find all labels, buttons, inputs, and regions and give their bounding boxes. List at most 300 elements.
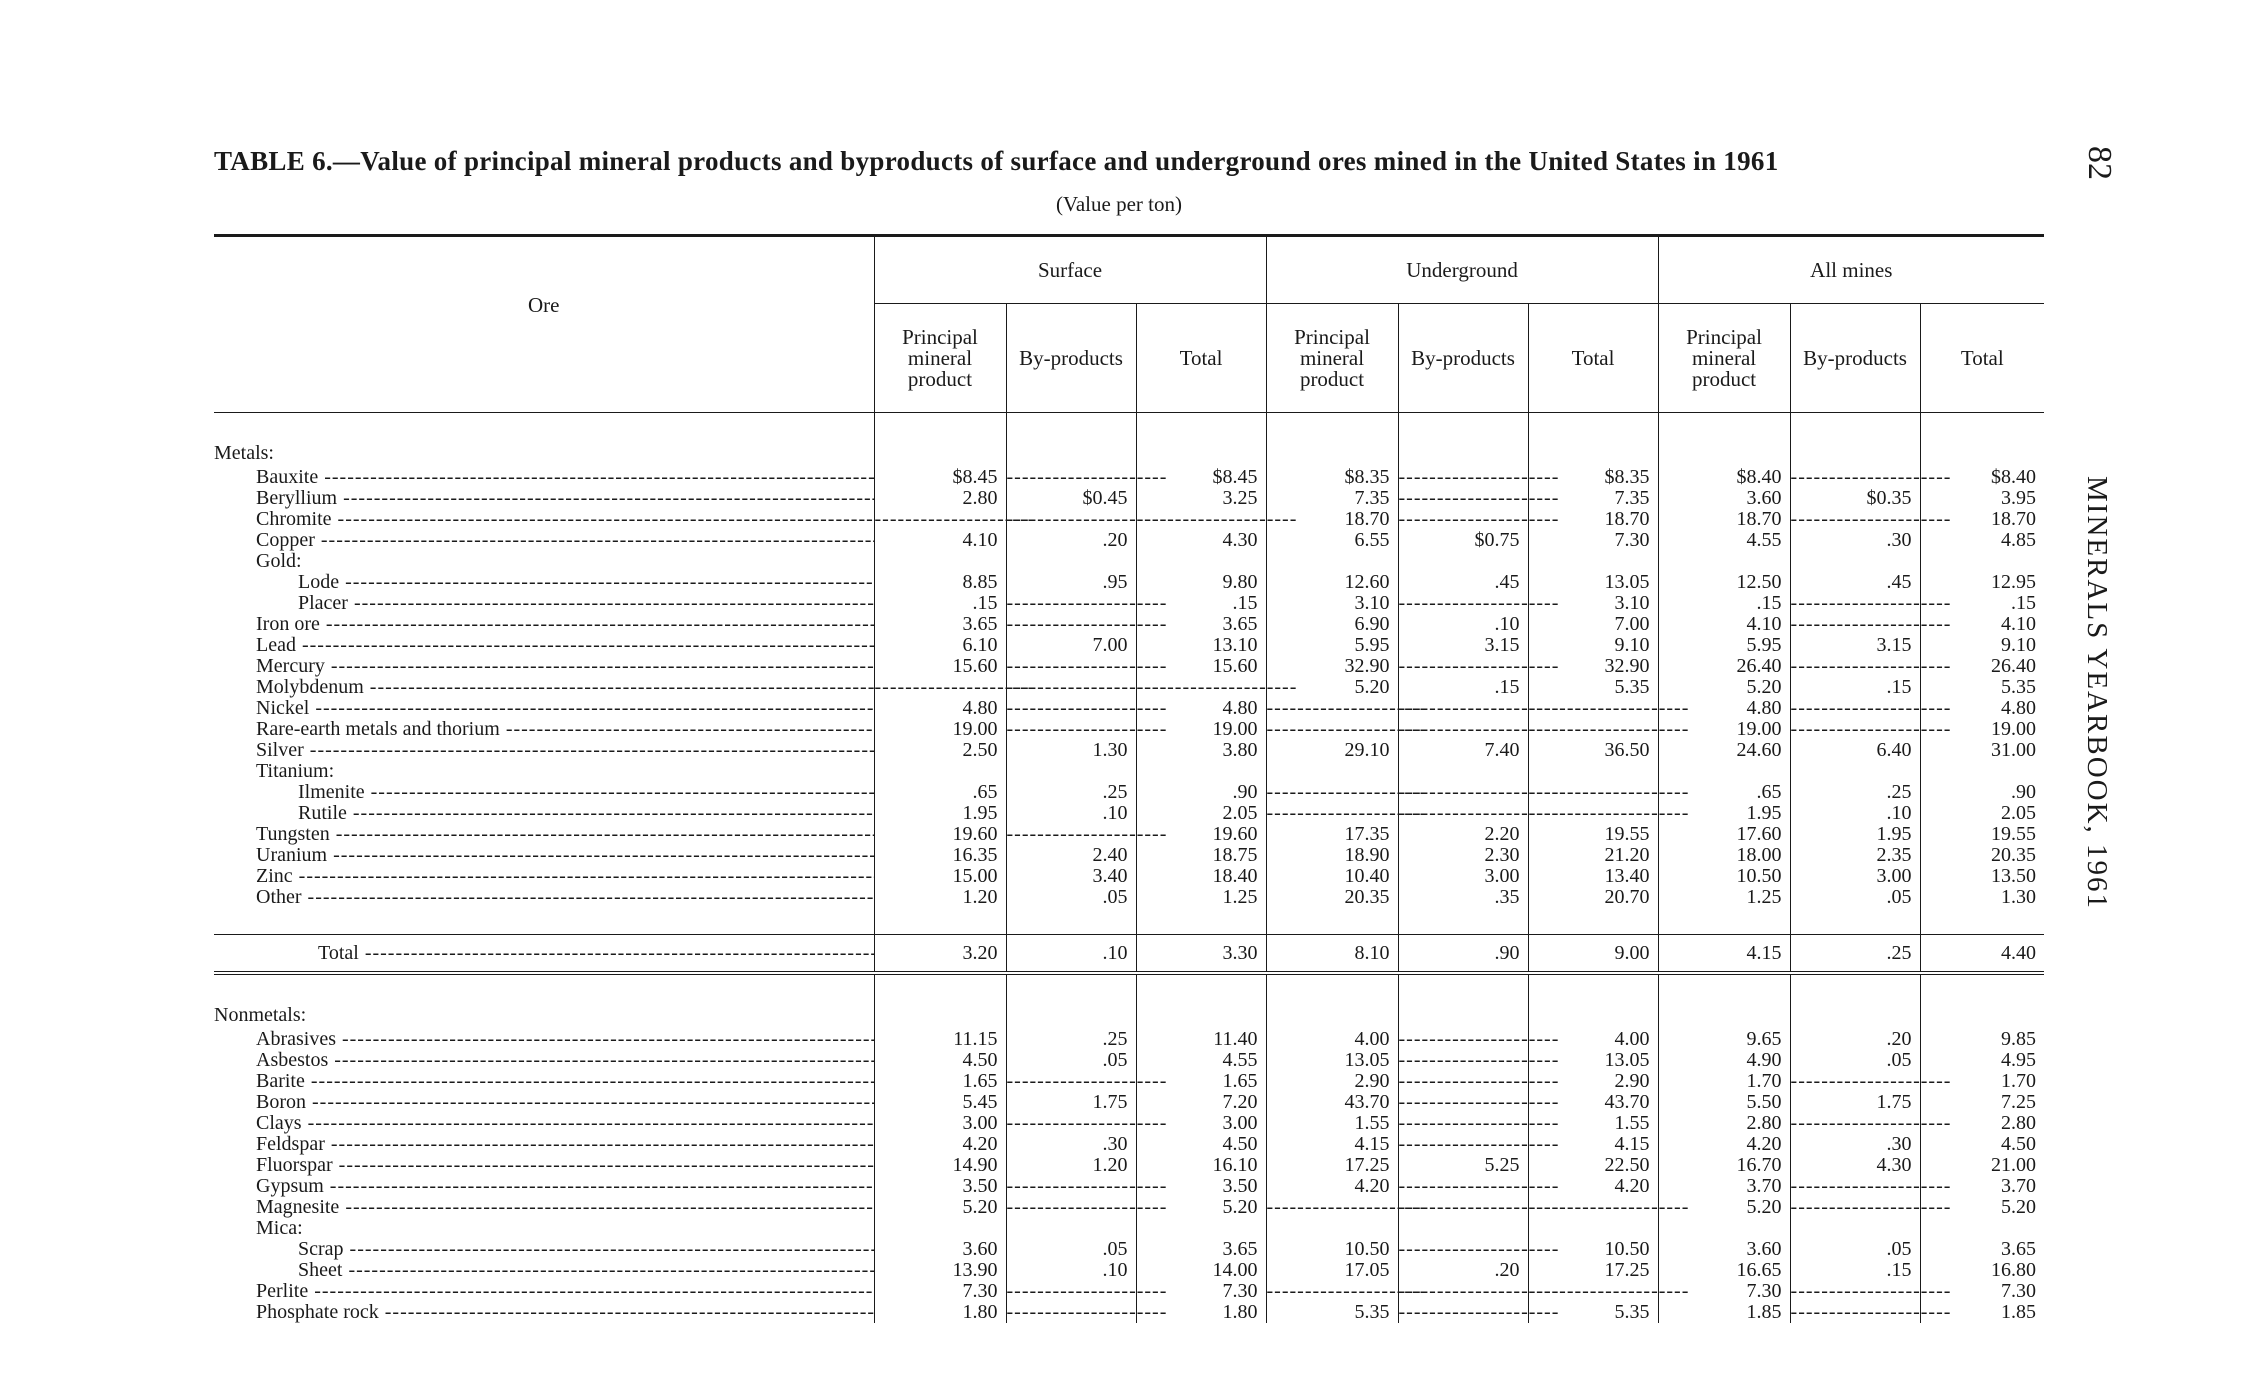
- value-cell: 32.90: [1528, 656, 1658, 677]
- row-label: Uranium -----: [256, 845, 874, 866]
- value-cell: 1.75: [1006, 1092, 1136, 1113]
- value-cell: 1.30: [1006, 740, 1136, 761]
- row-label: Rare-earth metals and thorium -----: [256, 719, 874, 740]
- value-cell: [1136, 1218, 1266, 1239]
- table-row: [214, 1302, 2044, 1323]
- value-cell: 2.80: [1658, 1113, 1790, 1134]
- value-cell: 5.50: [1658, 1092, 1790, 1113]
- value-cell: 10.40: [1266, 866, 1398, 887]
- value-cell: 3.60: [1658, 1239, 1790, 1260]
- value-cell: 7.30: [874, 1281, 1006, 1302]
- value-cell: 4.80: [1920, 698, 2044, 719]
- value-cell: .15: [1136, 593, 1266, 614]
- value-cell: 2.90: [1266, 1071, 1398, 1092]
- table-row: [214, 1029, 2044, 1050]
- value-cell: 1.25: [1658, 887, 1790, 908]
- value-cell: 5.20: [1266, 677, 1398, 698]
- all-mines-group-header: All mines: [1658, 236, 2044, 304]
- value-cell: 3.65: [1136, 1239, 1266, 1260]
- value-cell: [874, 551, 1006, 572]
- value-cell: 2.40: [1006, 845, 1136, 866]
- value-cell: 3.25: [1136, 488, 1266, 509]
- value-cell: [1266, 782, 1398, 803]
- value-cell: 17.35: [1266, 824, 1398, 845]
- value-cell: 10.50: [1266, 1239, 1398, 1260]
- value-cell: [1136, 551, 1266, 572]
- value-cell: 3.10: [1528, 593, 1658, 614]
- value-cell: [1658, 551, 1790, 572]
- value-cell: 2.50: [874, 740, 1006, 761]
- value-cell: 4.80: [874, 698, 1006, 719]
- value-cell: [1006, 677, 1136, 698]
- value-cell: .05: [1006, 1239, 1136, 1260]
- row-label: Nickel -----: [256, 698, 874, 719]
- value-cell: 3.15: [1398, 635, 1528, 656]
- table-row: [214, 740, 2044, 761]
- value-cell: 7.35: [1528, 488, 1658, 509]
- row-label: Phosphate rock -----: [256, 1302, 874, 1323]
- value-cell: 15.60: [1136, 656, 1266, 677]
- value-cell: 13.10: [1136, 635, 1266, 656]
- value-cell: 1.95: [1658, 803, 1790, 824]
- row-label: Bauxite -----: [256, 467, 874, 488]
- value-cell: 16.35: [874, 845, 1006, 866]
- value-cell: [1398, 1050, 1528, 1071]
- value-cell: 1.30: [1920, 887, 2044, 908]
- table-row: [214, 551, 2044, 572]
- value-cell: [1398, 509, 1528, 530]
- value-cell: [1528, 551, 1658, 572]
- value-cell: 8.10: [1266, 935, 1398, 974]
- value-cell: 4.40: [1920, 935, 2044, 974]
- value-cell: [1266, 1218, 1398, 1239]
- row-label: Clays -----: [256, 1113, 874, 1134]
- value-cell: .15: [874, 593, 1006, 614]
- value-cell: .65: [1658, 782, 1790, 803]
- metals-section-label: Metals:: [214, 441, 274, 464]
- row-label: Asbestos -----: [256, 1050, 874, 1071]
- value-cell: [1398, 1197, 1528, 1218]
- underground-principal-header: Principal mineral product: [1266, 304, 1398, 413]
- value-cell: 7.25: [1920, 1092, 2044, 1113]
- value-cell: 5.45: [874, 1092, 1006, 1113]
- value-cell: [1920, 551, 2044, 572]
- value-cell: 9.80: [1136, 572, 1266, 593]
- nonmetals-section-label: Nonmetals:: [214, 1003, 307, 1026]
- value-cell: .65: [874, 782, 1006, 803]
- value-cell: 19.00: [1658, 719, 1790, 740]
- row-label: Total -----: [318, 943, 874, 964]
- row-label: Placer -----: [298, 593, 874, 614]
- row-label: Iron ore -----: [256, 614, 874, 635]
- value-cell: .15: [1658, 593, 1790, 614]
- value-cell: 3.00: [1136, 1113, 1266, 1134]
- value-cell: 2.20: [1398, 824, 1528, 845]
- value-cell: [1398, 488, 1528, 509]
- table-row: [214, 824, 2044, 845]
- value-cell: [1006, 719, 1136, 740]
- surface-total-header: Total: [1136, 304, 1266, 413]
- value-cell: 4.85: [1920, 530, 2044, 551]
- row-label: Lode -----: [298, 572, 874, 593]
- value-cell: 18.70: [1528, 509, 1658, 530]
- table-row: [214, 761, 2044, 782]
- value-cell: 4.10: [1658, 614, 1790, 635]
- value-cell: [1006, 551, 1136, 572]
- row-label: Titanium:: [256, 761, 335, 782]
- value-cell: 1.20: [1006, 1155, 1136, 1176]
- table-row: [214, 677, 2044, 698]
- row-label: Silver -----: [256, 740, 874, 761]
- value-cell: 2.05: [1136, 803, 1266, 824]
- value-cell: .15: [1920, 593, 2044, 614]
- row-label: Zinc -----: [256, 866, 874, 887]
- value-cell: 1.70: [1658, 1071, 1790, 1092]
- value-cell: 5.35: [1920, 677, 2044, 698]
- value-cell: 6.10: [874, 635, 1006, 656]
- running-head: MINERALS YEARBOOK, 1961: [2081, 476, 2113, 911]
- value-cell: 19.60: [1136, 824, 1266, 845]
- value-cell: 4.15: [1658, 935, 1790, 974]
- value-cell: 43.70: [1528, 1092, 1658, 1113]
- value-cell: [1790, 1302, 1920, 1323]
- value-cell: [1006, 509, 1136, 530]
- value-cell: [1006, 467, 1136, 488]
- value-cell: [1790, 719, 1920, 740]
- value-cell: $0.75: [1398, 530, 1528, 551]
- value-cell: [1398, 698, 1528, 719]
- value-cell: 17.05: [1266, 1260, 1398, 1281]
- value-cell: [1266, 1281, 1398, 1302]
- value-cell: [1528, 1218, 1658, 1239]
- table-row: [214, 1218, 2044, 1239]
- value-cell: 5.20: [1920, 1197, 2044, 1218]
- value-cell: [1398, 593, 1528, 614]
- value-cell: [1398, 1302, 1528, 1323]
- surface-group-header: Surface: [874, 236, 1266, 304]
- table-body: [214, 413, 2044, 1324]
- value-cell: [874, 509, 1006, 530]
- value-cell: [1006, 614, 1136, 635]
- table-row: [214, 1197, 2044, 1218]
- value-cell: [1006, 761, 1136, 782]
- value-cell: [1136, 509, 1266, 530]
- value-cell: [1790, 1176, 1920, 1197]
- value-cell: [1398, 1239, 1528, 1260]
- value-cell: 12.50: [1658, 572, 1790, 593]
- value-cell: 13.50: [1920, 866, 2044, 887]
- value-cell: .10: [1790, 803, 1920, 824]
- value-cell: [1790, 761, 1920, 782]
- value-cell: 1.25: [1136, 887, 1266, 908]
- value-cell: [1006, 1218, 1136, 1239]
- table-row: [214, 803, 2044, 824]
- value-cell: 19.60: [874, 824, 1006, 845]
- value-cell: 1.75: [1790, 1092, 1920, 1113]
- row-label: Lead -----: [256, 635, 874, 656]
- value-cell: 20.70: [1528, 887, 1658, 908]
- value-cell: 4.90: [1658, 1050, 1790, 1071]
- table-row: [214, 935, 2044, 974]
- table-row: [214, 782, 2044, 803]
- value-cell: 1.55: [1528, 1113, 1658, 1134]
- value-cell: 7.30: [1920, 1281, 2044, 1302]
- value-cell: [1790, 656, 1920, 677]
- value-cell: 11.40: [1136, 1029, 1266, 1050]
- value-cell: 5.95: [1658, 635, 1790, 656]
- value-table: [214, 234, 2044, 1323]
- value-cell: [874, 761, 1006, 782]
- value-cell: $0.35: [1790, 488, 1920, 509]
- value-cell: 7.00: [1528, 614, 1658, 635]
- table-row: [214, 1071, 2044, 1092]
- value-cell: 4.20: [1658, 1134, 1790, 1155]
- table-row: [214, 845, 2044, 866]
- value-cell: 6.90: [1266, 614, 1398, 635]
- table-row: [214, 467, 2044, 488]
- value-cell: [1136, 761, 1266, 782]
- value-cell: [1528, 1197, 1658, 1218]
- row-label: Beryllium -----: [256, 488, 874, 509]
- value-cell: 3.50: [1136, 1176, 1266, 1197]
- value-cell: 8.85: [874, 572, 1006, 593]
- value-cell: .90: [1398, 935, 1528, 974]
- value-cell: [1266, 698, 1398, 719]
- value-cell: [1006, 1176, 1136, 1197]
- value-cell: .05: [1006, 887, 1136, 908]
- value-cell: 4.10: [874, 530, 1006, 551]
- value-cell: [1398, 1176, 1528, 1197]
- value-cell: 3.00: [874, 1113, 1006, 1134]
- value-cell: .15: [1790, 677, 1920, 698]
- value-cell: 2.90: [1528, 1071, 1658, 1092]
- row-label: Boron -----: [256, 1092, 874, 1113]
- value-cell: 18.75: [1136, 845, 1266, 866]
- value-cell: 5.20: [1658, 677, 1790, 698]
- value-cell: [1790, 509, 1920, 530]
- table-row: [214, 1176, 2044, 1197]
- value-cell: 7.00: [1006, 635, 1136, 656]
- value-cell: $8.35: [1266, 467, 1398, 488]
- page-number: 82: [2081, 146, 2118, 180]
- value-cell: 18.70: [1920, 509, 2044, 530]
- table-row: [214, 698, 2044, 719]
- underground-total-header: Total: [1528, 304, 1658, 413]
- value-cell: [1398, 1218, 1528, 1239]
- table-row: [214, 1155, 2044, 1176]
- value-cell: [1006, 1071, 1136, 1092]
- value-cell: [1266, 803, 1398, 824]
- value-cell: [1266, 1197, 1398, 1218]
- table-row: [214, 866, 2044, 887]
- value-cell: 19.00: [874, 719, 1006, 740]
- value-cell: $8.45: [1136, 467, 1266, 488]
- value-cell: [1266, 551, 1398, 572]
- value-cell: [1790, 1197, 1920, 1218]
- value-cell: 5.35: [1528, 1302, 1658, 1323]
- value-cell: .10: [1006, 803, 1136, 824]
- value-cell: $0.45: [1006, 488, 1136, 509]
- row-label: Abrasives -----: [256, 1029, 874, 1050]
- value-cell: 1.65: [1136, 1071, 1266, 1092]
- value-cell: 4.00: [1528, 1029, 1658, 1050]
- ore-column-header: Ore: [214, 236, 874, 413]
- value-cell: [1398, 551, 1528, 572]
- value-cell: [1006, 824, 1136, 845]
- value-cell: [1006, 656, 1136, 677]
- value-cell: 4.80: [1136, 698, 1266, 719]
- value-cell: 3.30: [1136, 935, 1266, 974]
- value-cell: .20: [1006, 530, 1136, 551]
- value-cell: $8.40: [1920, 467, 2044, 488]
- value-cell: 7.20: [1136, 1092, 1266, 1113]
- value-cell: .25: [1790, 782, 1920, 803]
- value-cell: 3.00: [1398, 866, 1528, 887]
- value-cell: [1528, 782, 1658, 803]
- table-row: [214, 1092, 2044, 1113]
- value-cell: 13.05: [1528, 1050, 1658, 1071]
- value-cell: 4.55: [1658, 530, 1790, 551]
- value-cell: 4.30: [1790, 1155, 1920, 1176]
- value-cell: 9.65: [1658, 1029, 1790, 1050]
- value-cell: 3.65: [1920, 1239, 2044, 1260]
- value-cell: 4.20: [874, 1134, 1006, 1155]
- value-cell: 7.30: [1658, 1281, 1790, 1302]
- value-cell: 4.50: [874, 1050, 1006, 1071]
- value-cell: 18.90: [1266, 845, 1398, 866]
- value-cell: 5.35: [1266, 1302, 1398, 1323]
- value-cell: 9.00: [1528, 935, 1658, 974]
- value-cell: .30: [1006, 1134, 1136, 1155]
- value-cell: [1398, 1029, 1528, 1050]
- value-cell: 9.85: [1920, 1029, 2044, 1050]
- value-cell: [1790, 614, 1920, 635]
- value-cell: 4.30: [1136, 530, 1266, 551]
- value-cell: [1006, 698, 1136, 719]
- value-cell: 3.20: [874, 935, 1006, 974]
- value-cell: .20: [1398, 1260, 1528, 1281]
- value-cell: 21.00: [1920, 1155, 2044, 1176]
- value-cell: 3.95: [1920, 488, 2044, 509]
- value-cell: [1398, 761, 1528, 782]
- value-cell: 3.65: [1136, 614, 1266, 635]
- value-cell: 16.10: [1136, 1155, 1266, 1176]
- value-cell: 4.80: [1658, 698, 1790, 719]
- value-cell: 13.40: [1528, 866, 1658, 887]
- value-cell: 3.70: [1658, 1176, 1790, 1197]
- value-cell: 3.60: [1658, 488, 1790, 509]
- value-cell: 9.10: [1528, 635, 1658, 656]
- value-cell: 32.90: [1266, 656, 1398, 677]
- value-cell: .10: [1006, 935, 1136, 974]
- value-cell: [874, 1218, 1006, 1239]
- value-cell: 22.50: [1528, 1155, 1658, 1176]
- value-cell: 3.40: [1006, 866, 1136, 887]
- value-cell: [1528, 803, 1658, 824]
- table-row: [214, 719, 2044, 740]
- value-cell: 2.05: [1920, 803, 2044, 824]
- value-cell: [1790, 1071, 1920, 1092]
- value-cell: 15.60: [874, 656, 1006, 677]
- value-cell: 1.55: [1266, 1113, 1398, 1134]
- value-cell: 16.65: [1658, 1260, 1790, 1281]
- value-cell: [1658, 1218, 1790, 1239]
- value-cell: 2.35: [1790, 845, 1920, 866]
- value-cell: $8.35: [1528, 467, 1658, 488]
- value-cell: 1.80: [874, 1302, 1006, 1323]
- row-label: Magnesite -----: [256, 1197, 874, 1218]
- value-cell: [1790, 551, 1920, 572]
- table-row: [214, 509, 2044, 530]
- row-label: Barite -----: [256, 1071, 874, 1092]
- surface-principal-header: Principal mineral product: [874, 304, 1006, 413]
- value-cell: [1528, 761, 1658, 782]
- value-cell: 1.85: [1920, 1302, 2044, 1323]
- value-cell: 13.05: [1266, 1050, 1398, 1071]
- surface-byproducts-header: By-products: [1006, 304, 1136, 413]
- value-cell: [1006, 1113, 1136, 1134]
- value-cell: [1398, 656, 1528, 677]
- value-cell: 5.20: [1658, 1197, 1790, 1218]
- value-cell: 31.00: [1920, 740, 2044, 761]
- value-cell: 26.40: [1658, 656, 1790, 677]
- value-cell: 19.00: [1920, 719, 2044, 740]
- value-cell: .30: [1790, 530, 1920, 551]
- value-cell: [1006, 1281, 1136, 1302]
- value-cell: 1.80: [1136, 1302, 1266, 1323]
- value-cell: .15: [1398, 677, 1528, 698]
- value-cell: 5.95: [1266, 635, 1398, 656]
- underground-group-header: Underground: [1266, 236, 1658, 304]
- value-cell: 13.05: [1528, 572, 1658, 593]
- value-cell: .45: [1398, 572, 1528, 593]
- table-row: [214, 614, 2044, 635]
- value-cell: [1790, 1218, 1920, 1239]
- value-cell: 4.50: [1920, 1134, 2044, 1155]
- value-cell: .05: [1790, 1239, 1920, 1260]
- value-cell: [1528, 719, 1658, 740]
- table-row: [214, 593, 2044, 614]
- value-cell: .15: [1790, 1260, 1920, 1281]
- value-cell: 26.40: [1920, 656, 2044, 677]
- table-row: [214, 1113, 2044, 1134]
- table-row: [214, 1239, 2044, 1260]
- value-cell: .25: [1006, 1029, 1136, 1050]
- value-cell: 43.70: [1266, 1092, 1398, 1113]
- row-label: Gold:: [256, 551, 302, 572]
- table-row: [214, 1134, 2044, 1155]
- value-cell: 9.10: [1920, 635, 2044, 656]
- value-cell: 1.70: [1920, 1071, 2044, 1092]
- row-label: Copper -----: [256, 530, 874, 551]
- table-subtitle: (Value per ton): [1056, 192, 1182, 216]
- value-cell: 2.30: [1398, 845, 1528, 866]
- row-label: Perlite -----: [256, 1281, 874, 1302]
- table-row: [214, 1050, 2044, 1071]
- value-cell: 4.20: [1266, 1176, 1398, 1197]
- value-cell: [1920, 761, 2044, 782]
- value-cell: 4.00: [1266, 1029, 1398, 1050]
- value-cell: 4.95: [1920, 1050, 2044, 1071]
- row-label: Chromite -----: [256, 509, 874, 530]
- value-cell: .20: [1790, 1029, 1920, 1050]
- value-cell: 2.80: [1920, 1113, 2044, 1134]
- value-cell: [1398, 467, 1528, 488]
- value-cell: [1266, 719, 1398, 740]
- value-cell: [1398, 1281, 1528, 1302]
- value-cell: [1398, 782, 1528, 803]
- value-cell: 15.00: [874, 866, 1006, 887]
